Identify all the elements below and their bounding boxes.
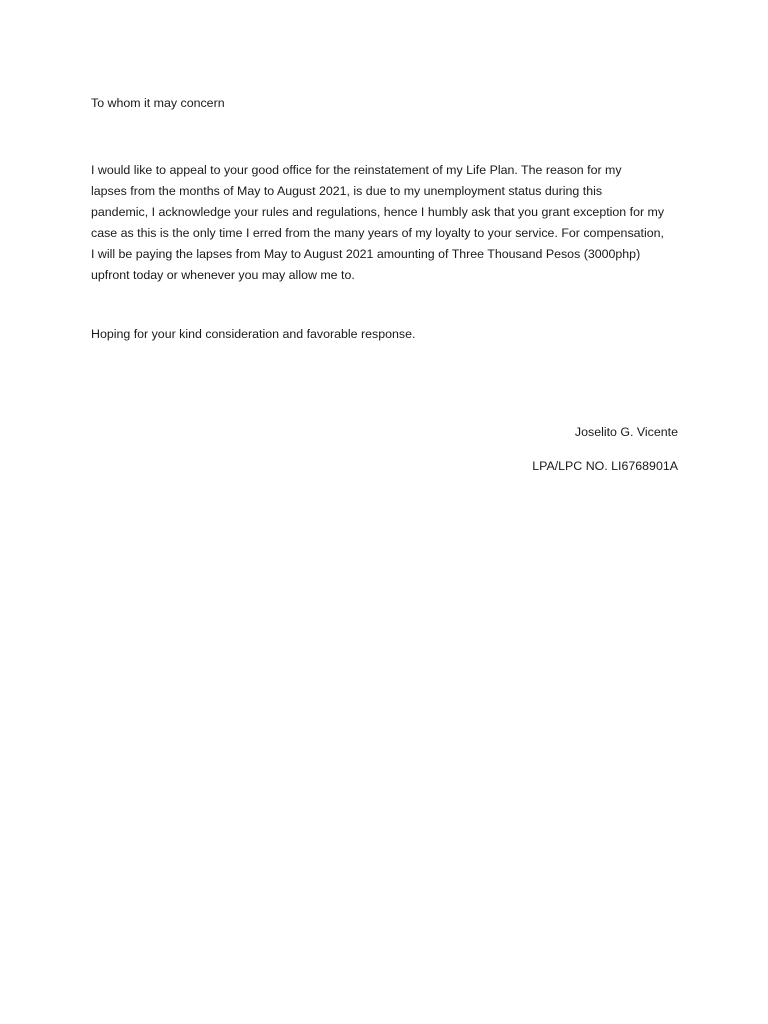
signature-name: Joselito G. Vicente <box>574 425 678 439</box>
reference-number: LPA/LPC NO. LI6768901A <box>532 459 678 473</box>
closing-line: Hoping for your kind consideration and favorable response. <box>91 327 416 341</box>
body-line: lapses from the months of May to August 2021, is due to my unemployment status during this <box>91 184 603 198</box>
salutation: To whom it may concern <box>91 96 225 110</box>
body-line: case as this is the only time I erred from the many years of my loyalty to your service. For compensation, <box>91 226 664 240</box>
body-paragraph <box>91 160 691 286</box>
body-line: pandemic, I acknowledge your rules and regulations, hence I humbly ask that you grant exception for my <box>91 205 665 219</box>
body-line: I would like to appeal to your good office for the reinstatement of my Life Plan. The reason for my <box>91 163 622 177</box>
body-line: upfront today or whenever you may allow me to. <box>91 268 355 282</box>
body-line: I will be paying the lapses from May to August 2021 amounting of Three Thousand Pesos (3000php) <box>91 247 641 261</box>
signature-block <box>532 423 678 475</box>
